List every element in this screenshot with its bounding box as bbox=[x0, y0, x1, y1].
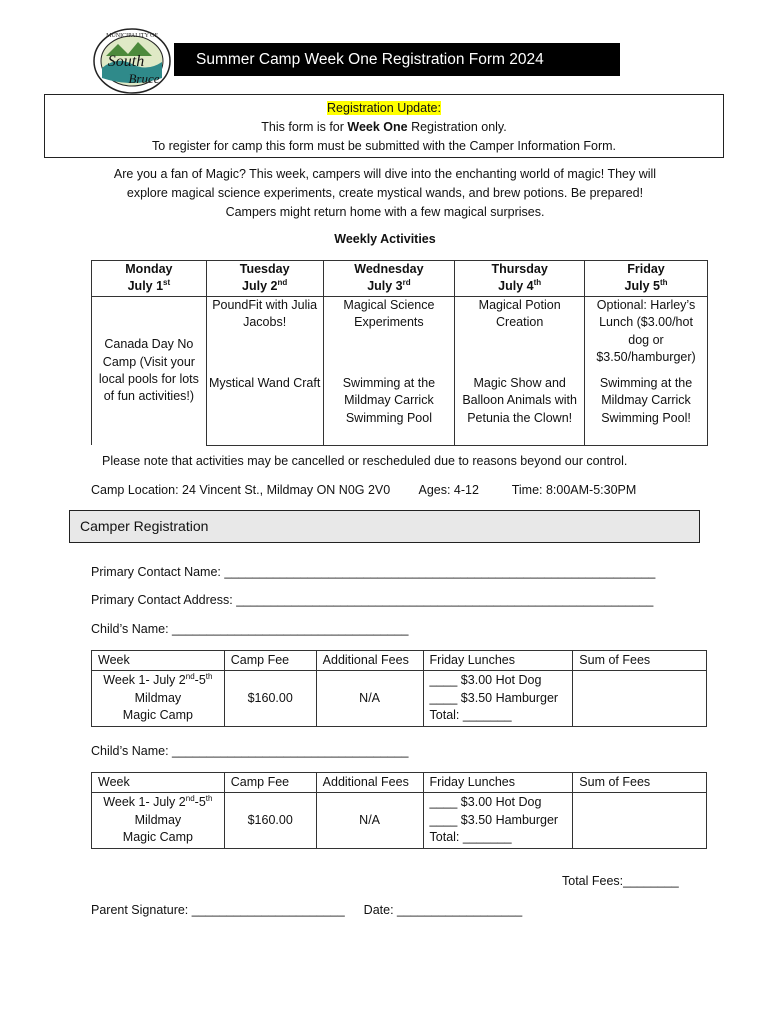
day-header: Thursday July 4th bbox=[455, 261, 585, 297]
lunch-total[interactable]: Total: _______ bbox=[429, 830, 512, 845]
cancellation-note: Please note that activities may be cancelled or rescheduled due to reasons beyond our control. bbox=[102, 454, 628, 468]
camp-info-line bbox=[91, 483, 636, 497]
update-heading: Registration Update: bbox=[327, 101, 441, 115]
table-header: Additional Fees bbox=[316, 773, 423, 793]
svg-text:Bruce: Bruce bbox=[128, 71, 160, 86]
intro-paragraph: Are you a fan of Magic? This week, campers will dive into the enchanting world of magic! They will explore magical science experiments, create mystical wands, and brew potions. Be prepared! Campers might return home with a few magical surprises. bbox=[113, 167, 657, 219]
table-header: Sum of Fees bbox=[573, 773, 707, 793]
weekly-activities-table bbox=[91, 260, 708, 446]
additional-fees: N/A bbox=[316, 793, 423, 848]
camp-time: Time: 8:00AM-5:30PM bbox=[511, 483, 637, 497]
child-name-field-2[interactable]: Child’s Name: __________________________________ bbox=[91, 744, 409, 758]
registration-table-2 bbox=[91, 772, 707, 849]
form-title: Summer Camp Week One Registration Form 2024 bbox=[174, 43, 620, 76]
table-header: Camp Fee bbox=[224, 773, 316, 793]
sum-of-fees-cell[interactable] bbox=[573, 793, 707, 848]
municipality-logo bbox=[92, 26, 172, 96]
camp-fee: $160.00 bbox=[224, 671, 316, 726]
hot-dog-option[interactable]: ____ $3.00 Hot Dog bbox=[429, 795, 542, 810]
table-header: Additional Fees bbox=[316, 651, 423, 671]
parent-signature-field[interactable]: Parent Signature: ______________________ bbox=[91, 903, 345, 917]
date-field[interactable]: Date: __________________ bbox=[363, 903, 523, 917]
weekly-activities-title: Weekly Activities bbox=[334, 232, 436, 246]
day-header: Tuesday July 2nd bbox=[206, 261, 323, 297]
activity-cell: Magical Science Experiments bbox=[323, 296, 455, 375]
activity-cell: PoundFit with Julia Jacobs! bbox=[206, 296, 323, 375]
update-line-1: This form is for Week One Registration only. bbox=[261, 120, 507, 134]
activity-cell: Optional: Harley’s Lunch ($3.00/hot dog or $3.50/hamburger) bbox=[585, 296, 708, 375]
primary-contact-name-field[interactable]: Primary Contact Name: ______________________________________________________________ bbox=[91, 565, 656, 579]
svg-text:MUNICIPALITY OF: MUNICIPALITY OF bbox=[106, 33, 158, 39]
activity-cell: Swimming at the Mildmay Carrick Swimming Pool! bbox=[585, 375, 708, 446]
friday-lunches-cell[interactable] bbox=[423, 793, 573, 848]
camp-fee: $160.00 bbox=[224, 793, 316, 848]
hot-dog-option[interactable]: ____ $3.00 Hot Dog bbox=[429, 673, 542, 688]
table-header: Week bbox=[92, 773, 225, 793]
table-header: Friday Lunches bbox=[423, 651, 573, 671]
lunch-total[interactable]: Total: _______ bbox=[429, 708, 512, 723]
week-cell: Week 1- July 2nd-5th Mildmay Magic Camp bbox=[92, 793, 225, 848]
registration-table-1 bbox=[91, 650, 707, 727]
day-header: Monday July 1st bbox=[92, 261, 207, 297]
friday-lunches-cell[interactable] bbox=[423, 671, 573, 726]
camp-location: Camp Location: 24 Vincent St., Mildmay ON N0G 2V0 bbox=[91, 483, 391, 497]
total-fees-field[interactable]: Total Fees:________ bbox=[562, 874, 679, 888]
activity-cell: Swimming at the Mildmay Carrick Swimming Pool bbox=[323, 375, 455, 446]
camp-ages: Ages: 4-12 bbox=[418, 483, 479, 497]
monday-activity: Canada Day No Camp (Visit your local pools for lots of fun activities!) bbox=[92, 296, 207, 445]
hamburger-option[interactable]: ____ $3.50 Hamburger bbox=[429, 690, 559, 705]
table-header: Friday Lunches bbox=[423, 773, 573, 793]
signature-line bbox=[91, 903, 522, 917]
activity-cell: Magical Potion Creation bbox=[455, 296, 585, 375]
update-line-2: To register for camp this form must be submitted with the Camper Information Form. bbox=[151, 139, 617, 153]
registration-update-box bbox=[44, 94, 724, 158]
additional-fees: N/A bbox=[316, 671, 423, 726]
week-cell: Week 1- July 2nd-5th Mildmay Magic Camp bbox=[92, 671, 225, 726]
day-header: Wednesday July 3rd bbox=[323, 261, 455, 297]
svg-text:South: South bbox=[107, 53, 145, 70]
day-header: Friday July 5th bbox=[585, 261, 708, 297]
activity-cell: Magic Show and Balloon Animals with Petunia the Clown! bbox=[455, 375, 585, 446]
camper-registration-heading: Camper Registration bbox=[69, 510, 700, 543]
hamburger-option[interactable]: ____ $3.50 Hamburger bbox=[429, 812, 559, 827]
primary-contact-address-field[interactable]: Primary Contact Address: ____________________________________________________________ bbox=[91, 593, 654, 607]
table-header: Camp Fee bbox=[224, 651, 316, 671]
child-name-field[interactable]: Child’s Name: __________________________________ bbox=[91, 622, 409, 636]
activity-cell: Mystical Wand Craft bbox=[206, 375, 323, 446]
sum-of-fees-cell[interactable] bbox=[573, 671, 707, 726]
table-header: Sum of Fees bbox=[573, 651, 707, 671]
table-header: Week bbox=[92, 651, 225, 671]
